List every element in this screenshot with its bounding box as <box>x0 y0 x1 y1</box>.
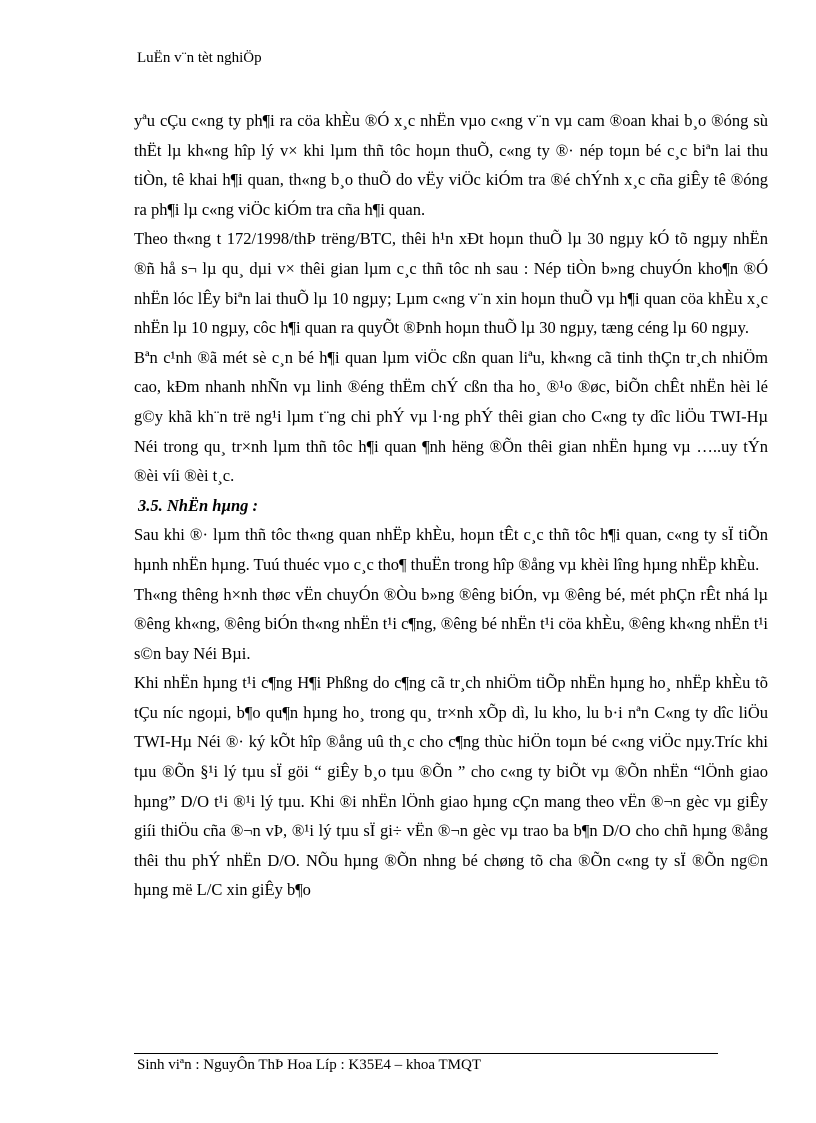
paragraph: Th«ng thêng h×nh thøc vËn chuyÓn ®Òu b»ng ®êng biÓn, vµ ®êng bé, mét phÇn rÊt nhá lµ ®êng kh«ng, ®êng biÓn th«ng nhËn t¹i c¶ng, ®êng bé nhËn t¹i cöa khÈu, ®êng kh«ng nhËn t¹i s©n bay Néi Bµi. <box>134 584 768 663</box>
page-body <box>134 106 768 905</box>
paragraph: Khi nhËn hµng t¹i c¶ng H¶i Phßng do c¶ng cã tr¸ch nhiÖm tiÕp nhËn hµng ho¸ nhËp khÈu tõ tÇu níc ngoµi, b¶o qu¶n hµng ho¸ trong qu¸ tr×nh xÕp dì, lu kho, lu b·i nªn C«ng ty dîc liÖu TWI-Hµ Néi ®· ký kÕt hîp ®ång uû th¸c cho c¶ng thùc hiÖn toµn bé c«ng viÖc nµy.Tríc khi tµu ®Õn §¹i lý tµu sÏ göi “ giÊy b¸o tµu ®Õn ” cho c«ng ty biÕt vµ ®Õn nhËn “lÖnh giao hµng” D/O t¹i ®¹i lý tµu. Khi ®i nhËn lÖnh giao hµng cÇn mang theo vËn ®¬n gèc vµ giÊy giíi thiÖu cña ®¬n vÞ, ®¹i lý tµu sÏ gi÷ vËn ®¬n gèc vµ trao ba b¶n D/O cho chñ hµng ®ång thêi thu phÝ nhËn D/O. NÕu hµng ®Õn nhng bé chøng tõ cha ®Õn c«ng ty sÏ ®Õn ng©n hµng më L/C xin giÊy b¶o <box>134 673 768 900</box>
paragraph: Theo th«ng t 172/1998/thÞ trëng/BTC, thêi h¹n xÐt hoµn thuÕ lµ 30 ngµy kÓ tõ ngµy nhËn ®ñ hå s¬ lµ qu¸ dµi v× thêi gian lµm c¸c thñ tôc nh sau : Nép tiÒn b»ng chuyÓn kho¶n ®Ó nhËn lóc lÊy biªn lai thuÕ lµ 10 ngµy; Lµm c«ng v¨n xin hoµn thuÕ vµ h¶i quan cöa khÈu x¸c nhËn lµ 10 ngµy, côc h¶i quan ra quyÕt ®Þnh hoµn thuÕ lµ 30 ngµy, tæng céng lµ 60 ngµy. <box>134 229 768 338</box>
page-header: LuËn v¨n tèt nghiÖp <box>137 50 262 66</box>
paragraph: Sau khi ®· lµm thñ tôc th«ng quan nhËp khÈu, hoµn tÊt c¸c thñ tôc h¶i quan, c«ng ty sÏ tiÕn hµnh nhËn hµng. Tuú thuéc vµo c¸c tho¶ thuËn trong hîp ®ång vµ khèi lîng hµng nhËp khÈu. <box>134 525 768 574</box>
footer-divider <box>134 1053 718 1054</box>
page-footer: Sinh viªn : NguyÔn ThÞ Hoa Líp : K35E4 – khoa TMQT <box>137 1057 481 1073</box>
paragraph: Bªn c¹nh ®ã mét sè c¸n bé h¶i quan lµm viÖc cßn quan liªu, kh«ng cã tinh thÇn tr¸ch nhiÖm cao, kÐm nhanh nhÑn vµ linh ®éng thËm chÝ cßn tha ho¸ ®¹o ®øc, biÕn chÊt nhËn hèi lé g©y khã kh¨n trë ng¹i lµm t¨ng chi phÝ vµ l·ng phÝ thêi gian cho C«ng ty dîc liÖu TWI-Hµ Néi trong qu¸ tr×nh lµm thñ tôc h¶i quan ¶nh hëng ®Õn thêi gian nhËn hµng vµ …..uy tÝn ®èi víi ®èi t¸c. <box>134 347 768 486</box>
section-heading: 3.5. NhËn hµng : <box>138 495 259 515</box>
paragraph: yªu cÇu c«ng ty ph¶i ra cöa khÈu ®Ó x¸c nhËn vµo c«ng v¨n vµ cam ®oan khai b¸o ®óng sù thËt lµ kh«ng hîp lý v× khi lµm thñ tôc hoµn thuÕ, c«ng ty ®· nép toµn bé c¸c biªn lai thu tiÒn, tê khai h¶i quan, th«ng b¸o thuÕ do vËy viÖc kiÓm tra ®é chÝnh x¸c cña giÊy tê ®óng ra ph¶i lµ c«ng viÖc kiÓm tra cña h¶i quan. <box>134 111 768 219</box>
